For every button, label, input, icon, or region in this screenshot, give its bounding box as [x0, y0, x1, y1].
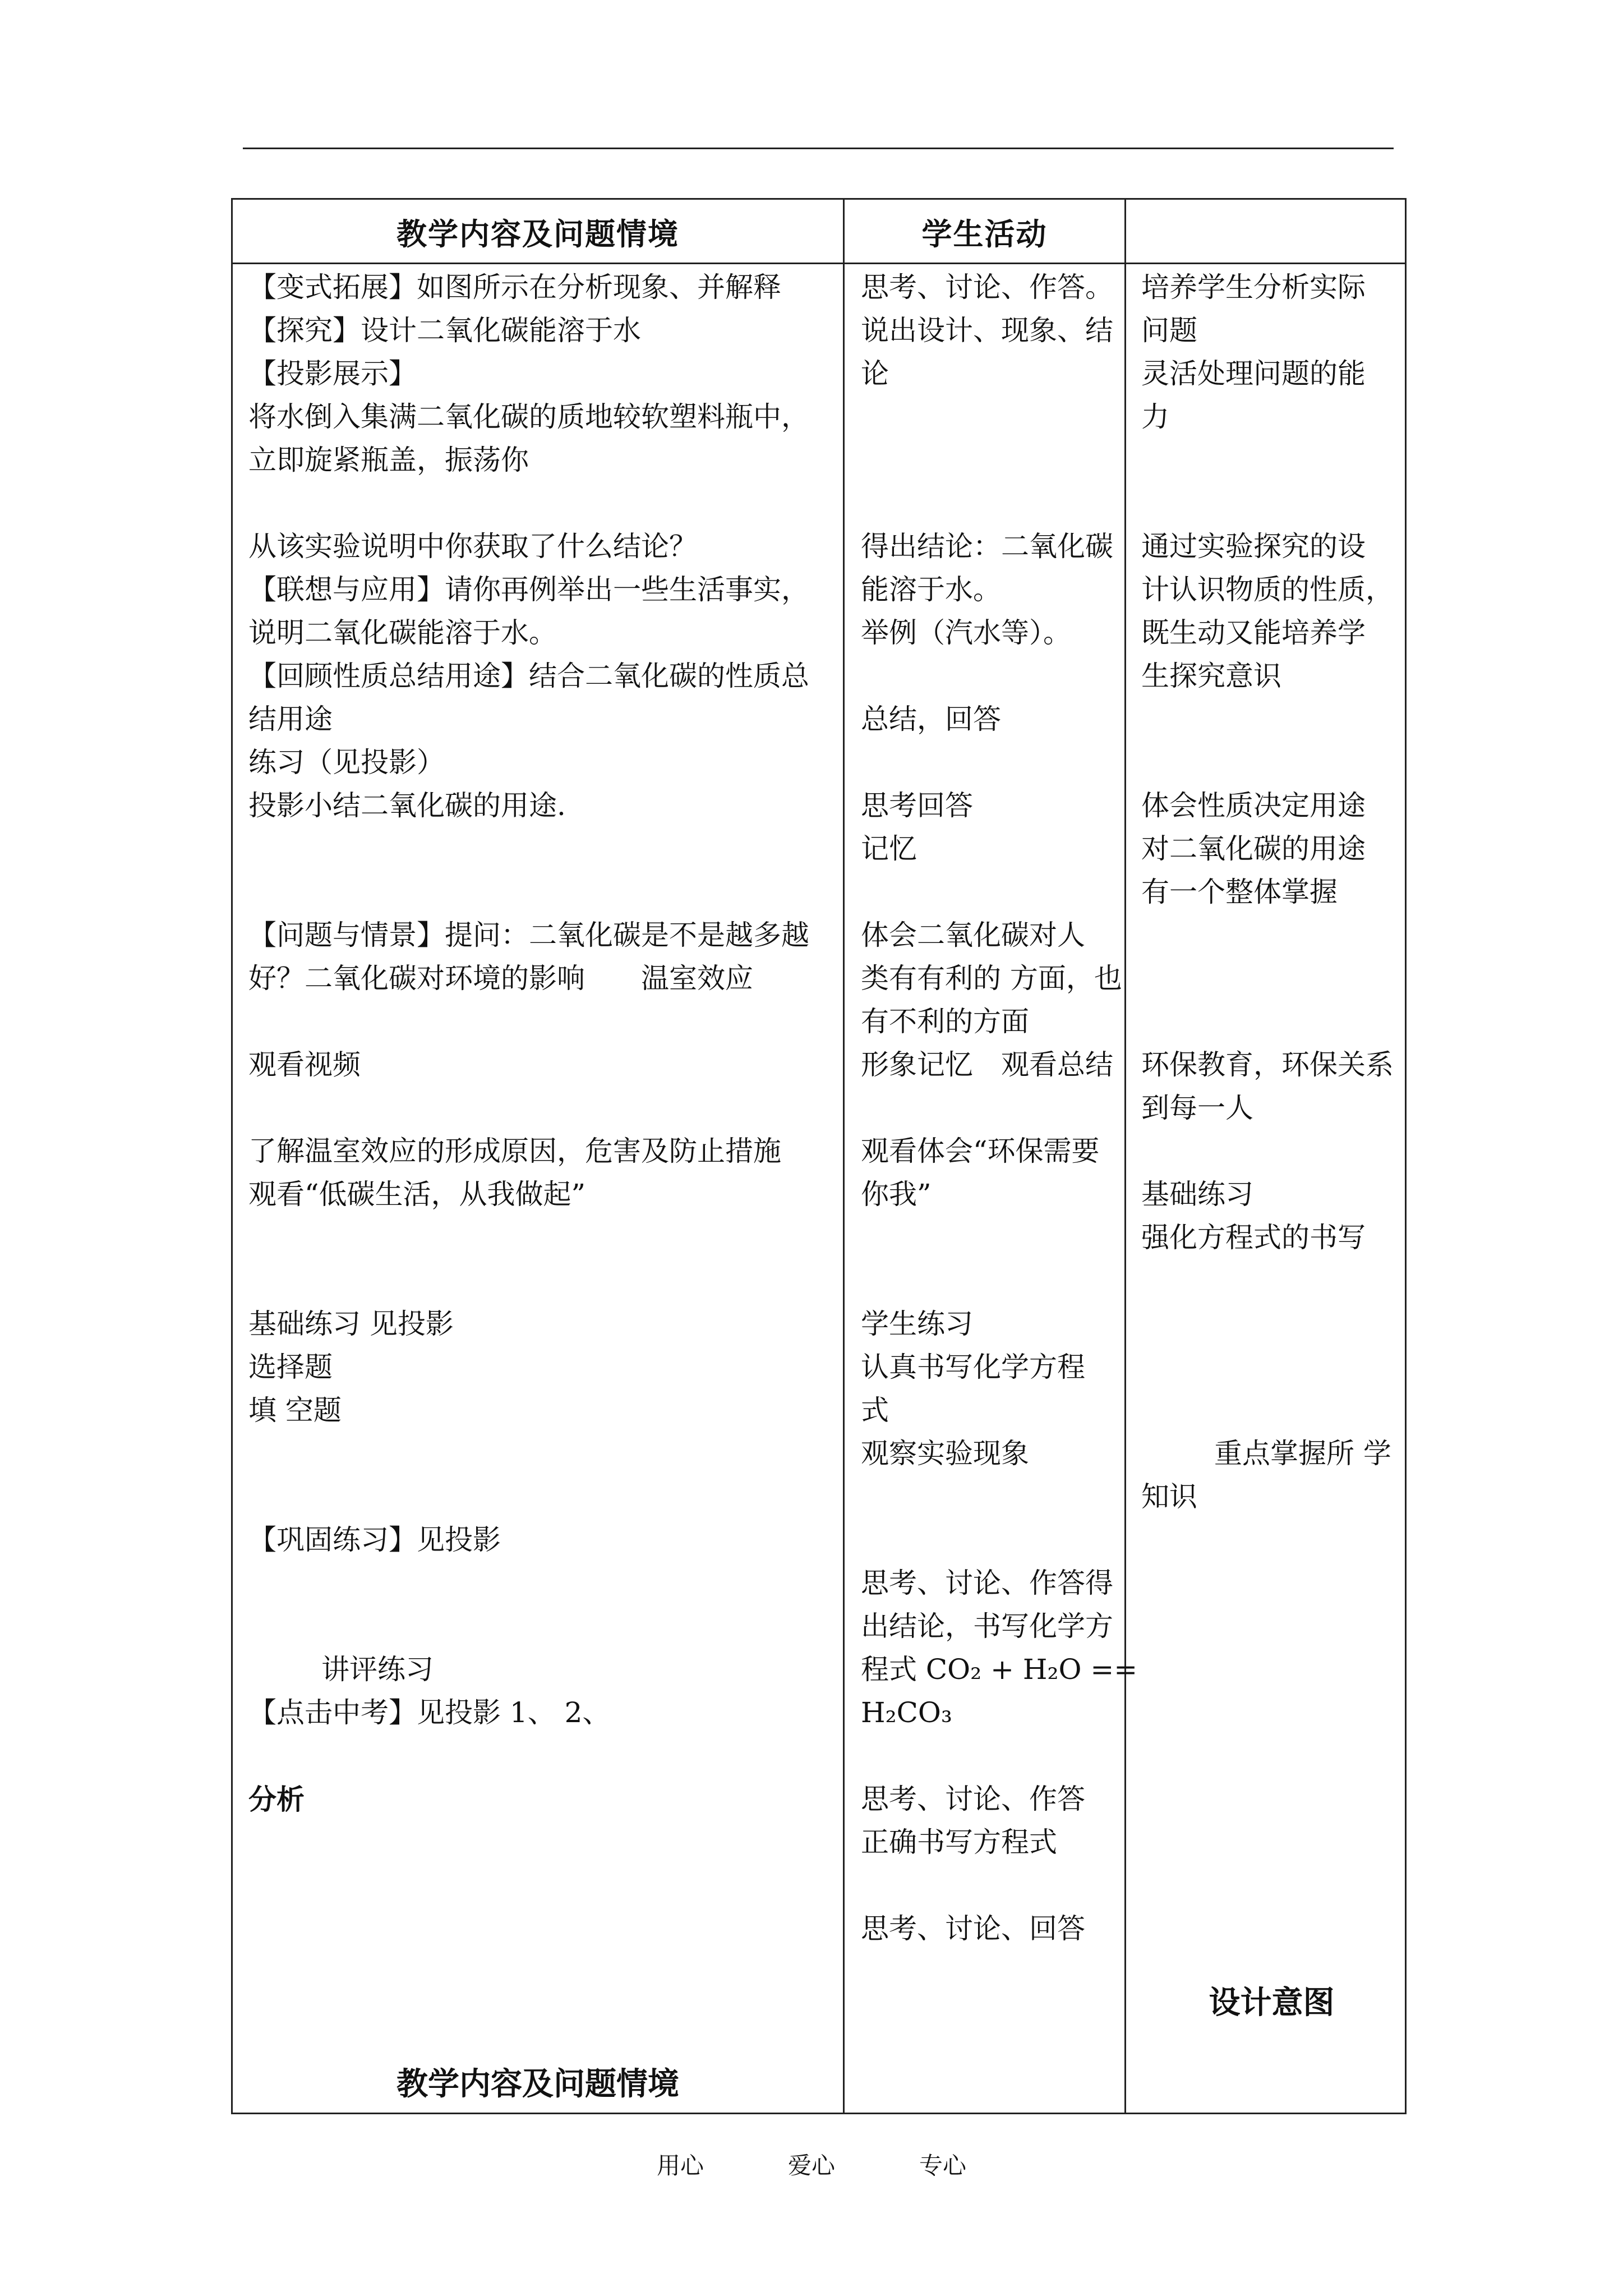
- text-line: 思考、讨论、回答: [861, 1912, 1085, 1945]
- text-line: [1141, 741, 1396, 784]
- text-line: 有一个整体掌握: [1141, 876, 1338, 908]
- text-line: [248, 1432, 837, 1475]
- text-line: [861, 1259, 1113, 1303]
- text-line: [1141, 1130, 1396, 1173]
- text-line: 到每一人: [1141, 1092, 1253, 1124]
- text-line: [1141, 1000, 1396, 1043]
- text-line: [861, 482, 1113, 525]
- footer-text-1: 用心: [656, 2152, 704, 2179]
- text-line: 投影小结二氧化碳的用途.: [248, 789, 566, 822]
- text-line: 分析: [248, 1783, 305, 1816]
- text-line: [1141, 698, 1396, 741]
- text-line: [861, 1216, 1113, 1259]
- text-line: 环保教育，环保关系: [1141, 1048, 1394, 1081]
- design-intent-title: 设计意图: [1209, 1984, 1335, 2021]
- text-line: 你我”: [861, 1178, 932, 1211]
- text-line: [1141, 439, 1396, 482]
- text-line: 强化方程式的书写: [1141, 1221, 1366, 1254]
- text-line: 基础练习 见投影: [248, 1308, 454, 1340]
- text-line: 练习（见投影）: [248, 746, 445, 779]
- text-line: 【点击中考】见投影 1、 2、: [248, 1696, 611, 1729]
- text-line: 程式 CO₂ + H₂O ==: [861, 1653, 1138, 1686]
- text-line: [1141, 1259, 1396, 1303]
- column-divider-1: [843, 200, 845, 2113]
- text-line: 观看视频: [248, 1048, 361, 1081]
- lesson-table: [231, 198, 1407, 2114]
- text-line: 将水倒入集满二氧化碳的质地较软塑料瓶中，: [248, 401, 809, 433]
- text-line: 举例（汽水等）。: [861, 616, 1071, 649]
- text-line: 观看“低碳生活，从我做起”: [248, 1178, 586, 1211]
- text-line: 出结论，书写化学方: [861, 1610, 1113, 1642]
- text-line: 正确书写方程式: [861, 1826, 1057, 1858]
- text-line: 观察实验现象: [861, 1437, 1029, 1470]
- footer-text-3: 专心: [919, 2152, 967, 2179]
- text-line: 体会二氧化碳对人: [861, 919, 1085, 951]
- text-line: [1141, 957, 1396, 1000]
- text-line: 思考回答: [861, 789, 973, 822]
- text-line: [1141, 1303, 1396, 1346]
- text-line: 知识: [1141, 1480, 1197, 1513]
- header-student-activity: 学生活动: [921, 216, 1048, 252]
- text-line: [861, 741, 1113, 784]
- header-rule: [243, 148, 1394, 149]
- text-line: 讲评练习: [321, 1653, 434, 1686]
- page-footer: [0, 2147, 1623, 2181]
- text-line: [861, 655, 1113, 698]
- text-line: [248, 1000, 837, 1043]
- text-line: 【联想与应用】请你再例举出一些生活事实，: [248, 573, 809, 606]
- text-line: [1141, 1389, 1396, 1432]
- text-line: 【问题与情景】提问：二氧化碳是不是越多越: [248, 919, 809, 951]
- text-line: 灵活处理问题的能: [1141, 357, 1366, 390]
- teaching-content-column: [248, 266, 837, 1821]
- text-line: 基础练习: [1141, 1178, 1253, 1211]
- text-line: [861, 1734, 1113, 1778]
- text-line: 重点掌握所 学: [1214, 1437, 1391, 1470]
- text-line: 思考、讨论、作答: [861, 1783, 1085, 1815]
- text-line: 生探究意识: [1141, 660, 1281, 692]
- text-line: 通过实验探究的设: [1141, 530, 1366, 563]
- footer-text-2: 爱心: [787, 2152, 835, 2179]
- text-line: 【变式拓展】如图所示在分析现象、并解释: [248, 271, 781, 303]
- text-line: [248, 1087, 837, 1130]
- text-line: 能溶于水。: [861, 573, 1001, 606]
- text-line: [1141, 482, 1396, 525]
- text-line: [248, 1605, 837, 1648]
- teaching-content-title-bottom: 教学内容及问题情境: [396, 2065, 679, 2102]
- text-line: [861, 871, 1113, 914]
- text-line: 填 空题: [248, 1394, 342, 1427]
- text-line: [248, 1562, 837, 1605]
- text-line: [1141, 1346, 1396, 1389]
- formula-product: H₂CO₃: [861, 1696, 952, 1729]
- text-line: 结用途: [248, 703, 333, 735]
- header-design-intent: [1126, 200, 1405, 264]
- text-line: 体会性质决定用途: [1141, 789, 1366, 822]
- text-line: 观看体会“环保需要: [861, 1135, 1100, 1167]
- text-line: [861, 439, 1113, 482]
- text-line: [861, 395, 1113, 439]
- text-line: [861, 1475, 1113, 1519]
- text-line: 【投影展示】: [248, 357, 417, 390]
- text-line: 【巩固练习】见投影: [248, 1524, 501, 1556]
- text-line: 式: [861, 1394, 889, 1427]
- text-line: 思考、讨论、作答得: [861, 1567, 1113, 1599]
- text-line: 立即旋紧瓶盖，振荡你: [248, 444, 529, 476]
- text-line: [861, 1519, 1113, 1562]
- text-line: 思考、讨论、作答。: [861, 271, 1113, 303]
- design-intent-column: [1141, 266, 1396, 1519]
- text-line: 说明二氧化碳能溶于水。: [248, 616, 557, 649]
- text-line: 了解温室效应的形成原因，危害及防止措施: [248, 1135, 781, 1167]
- text-line: [248, 1475, 837, 1519]
- text-line: 记忆: [861, 832, 917, 865]
- text-line: [861, 1864, 1113, 1907]
- text-line: 形象记忆 观看总结: [861, 1048, 1113, 1081]
- text-line: 得出结论：二氧化碳: [861, 530, 1113, 563]
- text-line: 【回顾性质总结用途】结合二氧化碳的性质总: [248, 660, 809, 692]
- text-line: [248, 1259, 837, 1303]
- text-line: 培养学生分析实际: [1141, 271, 1366, 303]
- text-line: 【探究】设计二氧化碳能溶于水: [248, 314, 641, 347]
- student-activity-column: [861, 266, 1138, 1950]
- text-line: 学生练习: [861, 1308, 973, 1340]
- text-line: 对二氧化碳的用途: [1141, 832, 1366, 865]
- text-line: 认真书写化学方程: [861, 1351, 1085, 1383]
- text-line: 从该实验说明中你获取了什么结论？: [248, 530, 697, 563]
- text-line: 力: [1141, 401, 1169, 433]
- text-line: 总结，回答: [861, 703, 1001, 735]
- text-line: [861, 1087, 1113, 1130]
- text-line: 有不利的方面: [861, 1005, 1029, 1038]
- text-line: 好？二氧化碳对环境的影响 温室效应: [248, 962, 753, 995]
- text-line: 论: [861, 357, 889, 390]
- text-line: 说出设计、现象、结: [861, 314, 1113, 347]
- text-line: [1141, 914, 1396, 957]
- column-divider-2: [1124, 200, 1126, 2113]
- text-line: [248, 1216, 837, 1259]
- text-line: 类有有利的 方面，也: [861, 962, 1122, 995]
- text-line: [248, 1734, 837, 1778]
- text-line: 问题: [1141, 314, 1197, 347]
- text-line: [248, 827, 837, 871]
- text-line: [248, 871, 837, 914]
- text-line: [248, 482, 837, 525]
- text-line: 计认识物质的性质，: [1141, 573, 1394, 606]
- text-line: 既生动又能培养学: [1141, 616, 1366, 649]
- header-teaching-content: 教学内容及问题情境: [396, 216, 679, 252]
- text-line: 选择题: [248, 1351, 333, 1383]
